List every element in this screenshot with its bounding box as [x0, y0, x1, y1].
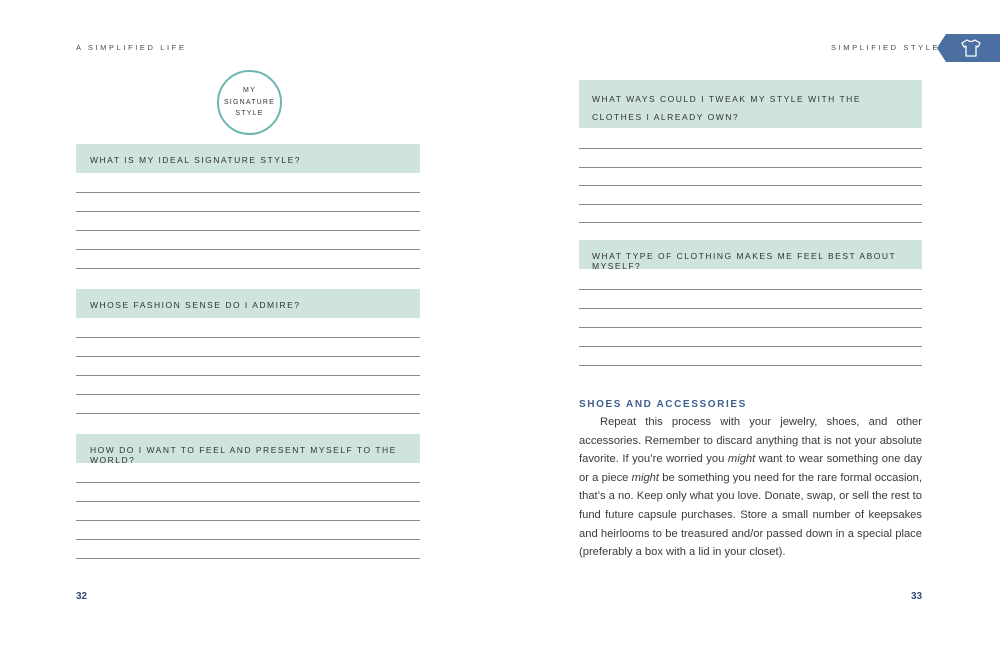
writing-line [579, 185, 922, 186]
body-paragraph [579, 413, 922, 562]
left-page-number: 32 [76, 591, 88, 602]
writing-line [76, 268, 420, 269]
body-text-emphasis-2: might [631, 471, 659, 484]
badge-line-3: STYLE [235, 110, 264, 118]
tshirt-icon [960, 38, 982, 58]
answer-lines-clothing-feel [579, 289, 922, 369]
left-running-head: A SIMPLIFIED LIFE [76, 43, 187, 52]
writing-line [76, 249, 420, 250]
body-text-part-2: want to wear something one day or a piece [579, 453, 922, 484]
writing-line [76, 413, 420, 414]
writing-line [76, 558, 420, 559]
writing-line [76, 192, 420, 193]
right-page-number: 33 [911, 591, 923, 602]
answer-lines-present-myself [76, 482, 420, 562]
right-running-head: SIMPLIFIED STYLE [831, 43, 941, 52]
writing-line [579, 365, 922, 366]
writing-line [579, 222, 922, 223]
writing-line [76, 482, 420, 483]
signature-style-badge [217, 70, 282, 135]
writing-line [579, 327, 922, 328]
writing-line [76, 211, 420, 212]
question-box-fashion-sense: WHOSE FASHION SENSE DO I ADMIRE? [76, 289, 420, 318]
badge-line-1: MY [243, 87, 256, 95]
writing-line [76, 356, 420, 357]
writing-line [76, 394, 420, 395]
writing-line [76, 501, 420, 502]
badge-line-2: SIGNATURE [223, 98, 276, 106]
section-heading: SHOES AND ACCESSORIES [579, 399, 747, 410]
writing-line [76, 375, 420, 376]
writing-line [579, 204, 922, 205]
body-text-emphasis-1: might [727, 453, 756, 466]
answer-lines-fashion-sense [76, 337, 420, 417]
writing-line [76, 337, 420, 338]
writing-line [579, 308, 922, 309]
writing-line [579, 289, 922, 290]
answer-lines-tweak-style [579, 148, 922, 228]
writing-line [76, 230, 420, 231]
body-text-part-3: be something you need for the rare formal occasion, that’s a no. Keep only what you love. Donate, swap, or sell the rest to fund future capsule purchases. Store a small number of keepsakes and heirlooms to be treasured and/or passed down in a special place (preferably a box with a lid in your closet). [579, 471, 922, 559]
body-text-part-1: Repeat this process with your jewelry, shoes, and other accessories. Remember to discard anything that is not your absolute favorite. If you’re worried you [579, 416, 922, 466]
writing-line [579, 148, 922, 149]
writing-line [579, 346, 922, 347]
question-box-ideal-style: WHAT IS MY IDEAL SIGNATURE STYLE? [76, 144, 420, 173]
question-box-clothing-feel: WHAT TYPE OF CLOTHING MAKES ME FEEL BEST ABOUT MYSELF? [579, 240, 922, 269]
writing-line [579, 167, 922, 168]
question-box-present-myself: HOW DO I WANT TO FEEL AND PRESENT MYSELF TO THE WORLD? [76, 434, 420, 463]
answer-lines-ideal-style [76, 192, 420, 272]
writing-line [76, 539, 420, 540]
chapter-tab [946, 34, 1000, 62]
question-box-tweak-style: WHAT WAYS COULD I TWEAK MY STYLE WITH THE CLOTHES I ALREADY OWN? [579, 80, 922, 128]
writing-line [76, 520, 420, 521]
